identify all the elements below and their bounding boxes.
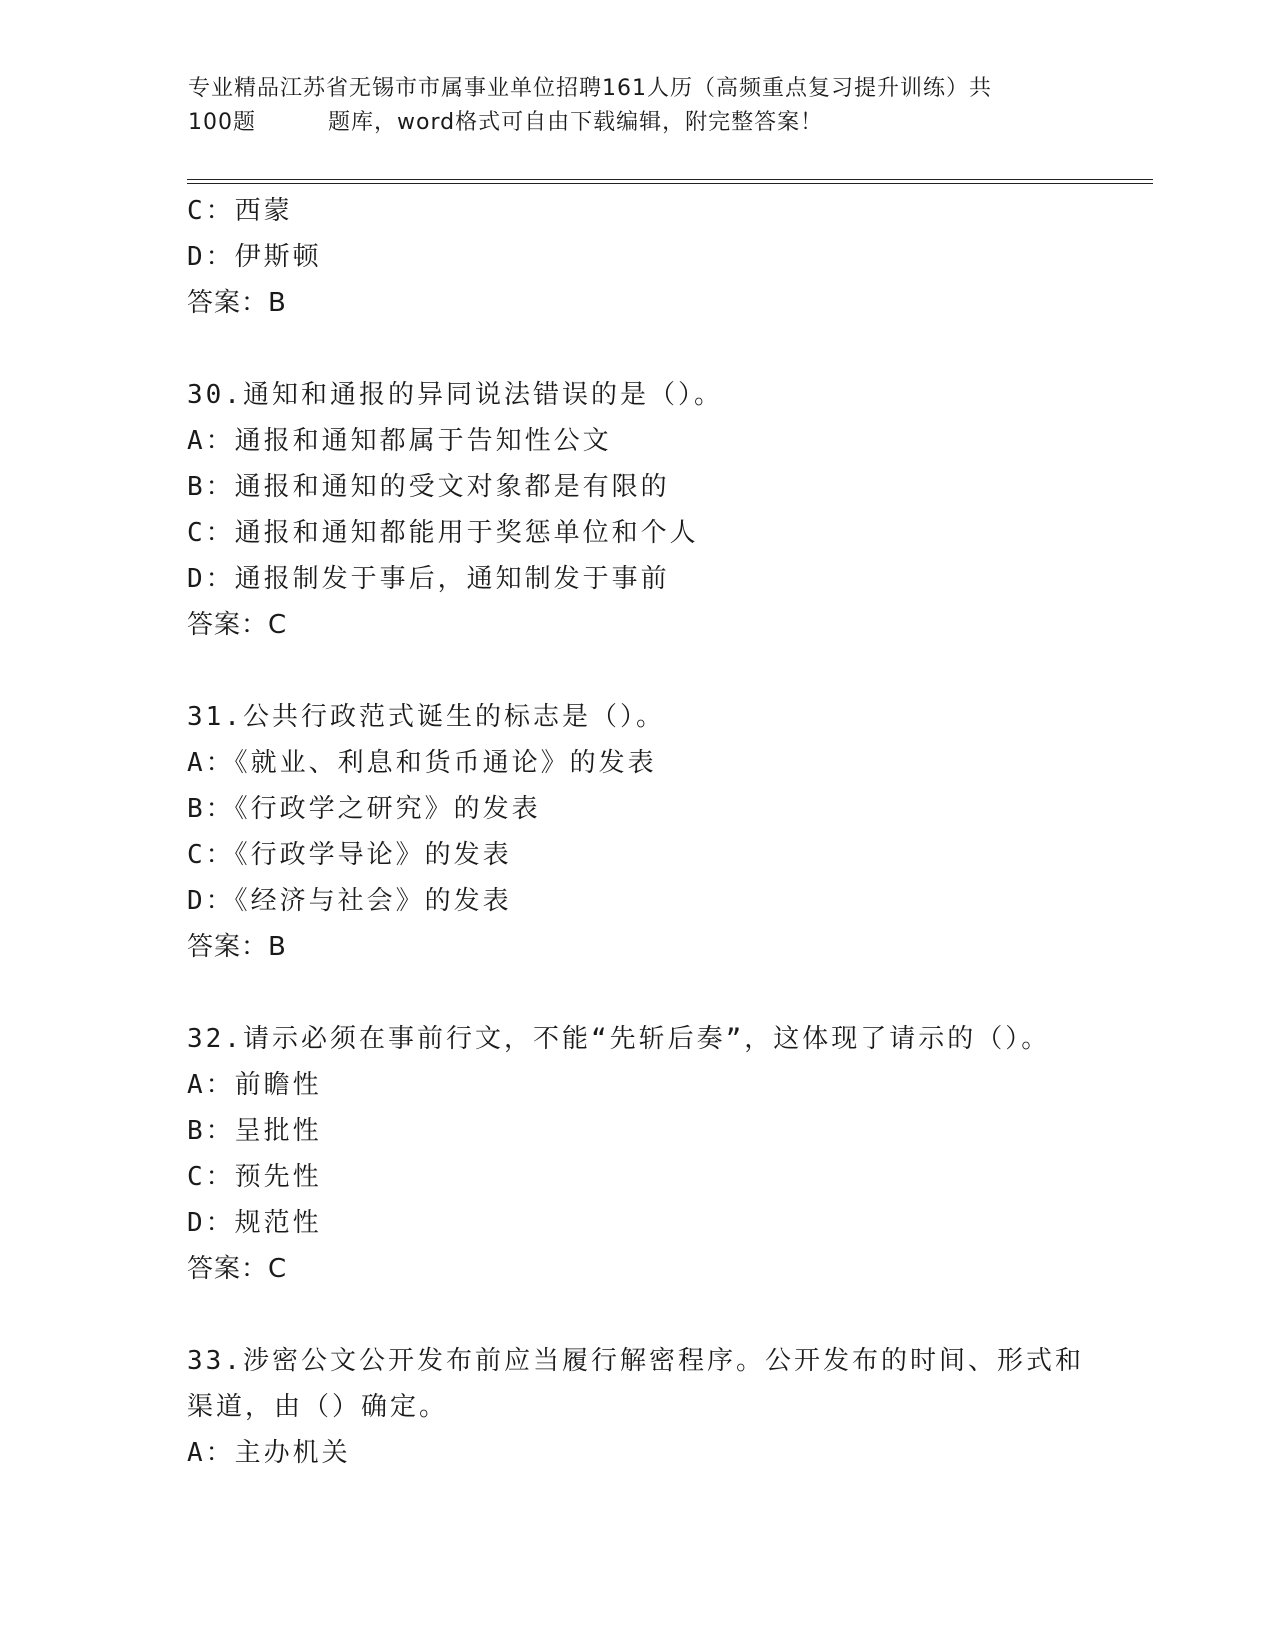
question-33	[187, 1338, 1117, 1476]
question-stem: 31.公共行政范式诞生的标志是（）。	[187, 702, 665, 732]
header-question-count: 100题	[188, 110, 256, 135]
option-d: D：通报制发于事后，通知制发于事前	[187, 564, 670, 594]
header-description: 题库，word格式可自由下载编辑，附完整答案！	[328, 110, 824, 135]
option-a: A：主办机关	[187, 1438, 351, 1468]
option-d: D：规范性	[187, 1208, 322, 1238]
option-a: A：《就业、利息和货币通论》的发表	[187, 748, 657, 778]
option-c: C：《行政学导论》的发表	[187, 840, 512, 870]
question-29-tail	[187, 188, 1117, 326]
question-stem: 30.通知和通报的异同说法错误的是（）。	[187, 380, 723, 410]
question-30	[187, 372, 1117, 648]
option-a: A：通报和通知都属于告知性公文	[187, 426, 612, 456]
option-d: D：伊斯顿	[187, 242, 322, 272]
question-stem-line1: 33.涉密公文公开发布前应当履行解密程序。公开发布的时间、形式和	[187, 1346, 1084, 1376]
header-title-line1: 专业精品江苏省无锡市市属事业单位招聘161人历（高频重点复习提升训练）共	[188, 76, 992, 101]
question-32	[187, 1016, 1117, 1292]
question-31	[187, 694, 1117, 970]
answer: 答案：C	[187, 610, 288, 640]
answer: 答案：B	[187, 288, 287, 318]
option-c: C：预先性	[187, 1162, 322, 1192]
option-d: D：《经济与社会》的发表	[187, 886, 512, 916]
answer: 答案：C	[187, 1254, 288, 1284]
header-divider	[187, 179, 1153, 184]
option-c: C：西蒙	[187, 196, 293, 226]
page-header	[188, 72, 1088, 140]
option-b: B：呈批性	[187, 1116, 322, 1146]
document-body	[187, 188, 1117, 1476]
question-stem: 32.请示必须在事前行文，不能“先斩后奏”，这体现了请示的（）。	[187, 1024, 1051, 1054]
header-title-line2	[188, 106, 1088, 140]
option-c: C：通报和通知都能用于奖惩单位和个人	[187, 518, 699, 548]
option-b: B：通报和通知的受文对象都是有限的	[187, 472, 670, 502]
answer: 答案：B	[187, 932, 287, 962]
question-stem-line2: 渠道，由（）确定。	[187, 1392, 449, 1422]
option-a: A：前瞻性	[187, 1070, 322, 1100]
option-b: B：《行政学之研究》的发表	[187, 794, 541, 824]
